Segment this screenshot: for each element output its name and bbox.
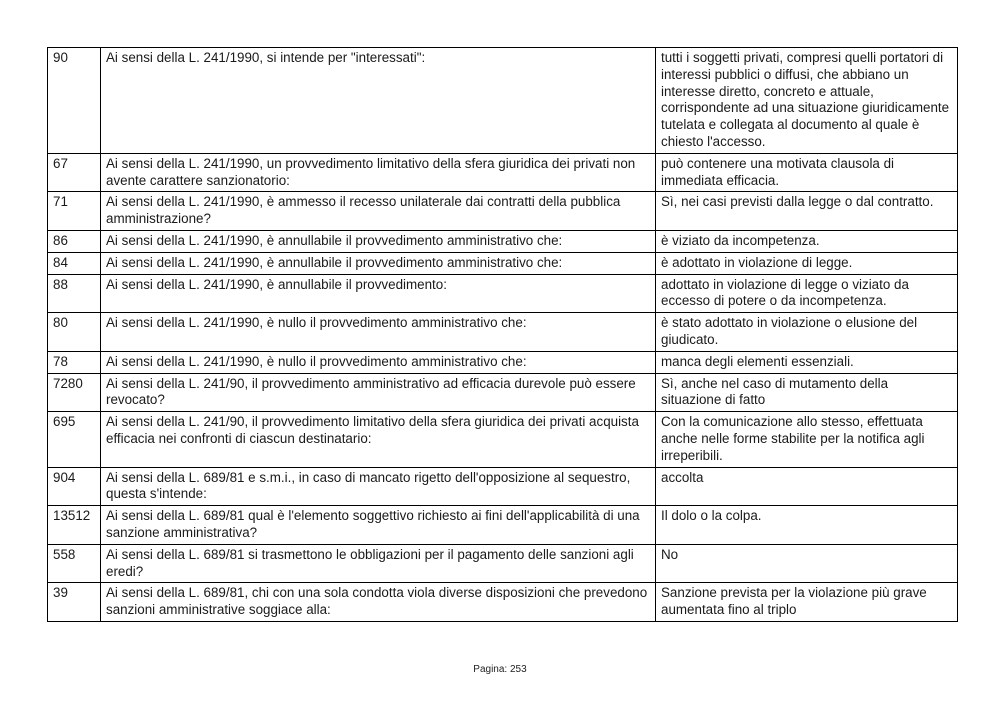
question-text: Ai sensi della L. 689/81 si trasmettono le obbligazioni per il pagamento delle sanzioni agli eredi? — [101, 544, 656, 583]
question-text: Ai sensi della L. 241/1990, si intende per "interessati": — [101, 48, 656, 154]
answer-text: è viziato da incompetenza. — [656, 230, 958, 252]
answer-text: Con la comunicazione allo stesso, effettuata anche nelle forme stabilite per la notifica agli irreperibili. — [656, 412, 958, 467]
question-id: 904 — [48, 467, 101, 506]
answer-text: è stato adottato in violazione o elusione del giudicato. — [656, 313, 958, 352]
table-row — [48, 583, 958, 622]
question-text: Ai sensi della L. 241/1990, è annullabile il provvedimento amministrativo che: — [101, 230, 656, 252]
question-text: Ai sensi della L. 689/81 e s.m.i., in caso di mancato rigetto dell'opposizione al sequestro, questa s'intende: — [101, 467, 656, 506]
question-text: Ai sensi della L. 689/81 qual è l'elemento soggettivo richiesto ai fini dell'applicabilità di una sanzione amministrativa? — [101, 506, 656, 545]
question-text: Ai sensi della L. 241/1990, è annullabile il provvedimento amministrativo che: — [101, 252, 656, 274]
question-id: 39 — [48, 583, 101, 622]
question-id: 558 — [48, 544, 101, 583]
question-id: 90 — [48, 48, 101, 154]
question-text: Ai sensi della L. 241/1990, un provvedimento limitativo della sfera giuridica dei privati non avente carattere sanzionatorio: — [101, 153, 656, 192]
table-row — [48, 153, 958, 192]
table-row — [48, 192, 958, 231]
answer-text: adottato in violazione di legge o viziato da eccesso di potere o da incompetenza. — [656, 274, 958, 313]
table-row — [48, 274, 958, 313]
answer-text: è adottato in violazione di legge. — [656, 252, 958, 274]
question-id: 71 — [48, 192, 101, 231]
question-text: Ai sensi della L. 241/90, il provvedimento amministrativo ad efficacia durevole può essere revocato? — [101, 373, 656, 412]
question-text: Ai sensi della L. 241/90, il provvedimento limitativo della sfera giuridica dei privati acquista efficacia nei confronti di ciascun destinatario: — [101, 412, 656, 467]
table-row — [48, 467, 958, 506]
question-id: 80 — [48, 313, 101, 352]
page-number: Pagina: 253 — [473, 664, 527, 675]
table-row — [48, 313, 958, 352]
questions-table — [47, 47, 958, 622]
question-id: 86 — [48, 230, 101, 252]
table-row — [48, 412, 958, 467]
table-row — [48, 506, 958, 545]
question-id: 78 — [48, 351, 101, 373]
question-id: 695 — [48, 412, 101, 467]
answer-text: può contenere una motivata clausola di immediata efficacia. — [656, 153, 958, 192]
question-text: Ai sensi della L. 241/1990, è annullabile il provvedimento: — [101, 274, 656, 313]
table-row — [48, 544, 958, 583]
answer-text: tutti i soggetti privati, compresi quelli portatori di interessi pubblici o diffusi, che abbiano un interesse diretto, concreto e attuale, corrispondente ad una situazione giuridicamente tutelata e collegata al documento al quale è chiesto l'accesso. — [656, 48, 958, 154]
table-row — [48, 351, 958, 373]
table-row — [48, 48, 958, 154]
question-id: 7280 — [48, 373, 101, 412]
question-text: Ai sensi della L. 241/1990, è ammesso il recesso unilaterale dai contratti della pubblica amministrazione? — [101, 192, 656, 231]
question-id: 67 — [48, 153, 101, 192]
answer-text: manca degli elementi essenziali. — [656, 351, 958, 373]
question-text: Ai sensi della L. 241/1990, è nullo il provvedimento amministrativo che: — [101, 351, 656, 373]
document-page — [47, 47, 957, 622]
question-text: Ai sensi della L. 241/1990, è nullo il provvedimento amministrativo che: — [101, 313, 656, 352]
answer-text: Sì, nei casi previsti dalla legge o dal contratto. — [656, 192, 958, 231]
table-row — [48, 252, 958, 274]
answer-text: No — [656, 544, 958, 583]
question-id: 84 — [48, 252, 101, 274]
table-row — [48, 373, 958, 412]
answer-text: Sanzione prevista per la violazione più grave aumentata fino al triplo — [656, 583, 958, 622]
answer-text: Sì, anche nel caso di mutamento della situazione di fatto — [656, 373, 958, 412]
table-row — [48, 230, 958, 252]
answer-text: accolta — [656, 467, 958, 506]
question-text: Ai sensi della L. 689/81, chi con una sola condotta viola diverse disposizioni che prevedono sanzioni amministrative soggiace alla: — [101, 583, 656, 622]
question-id: 88 — [48, 274, 101, 313]
question-id: 13512 — [48, 506, 101, 545]
answer-text: Il dolo o la colpa. — [656, 506, 958, 545]
